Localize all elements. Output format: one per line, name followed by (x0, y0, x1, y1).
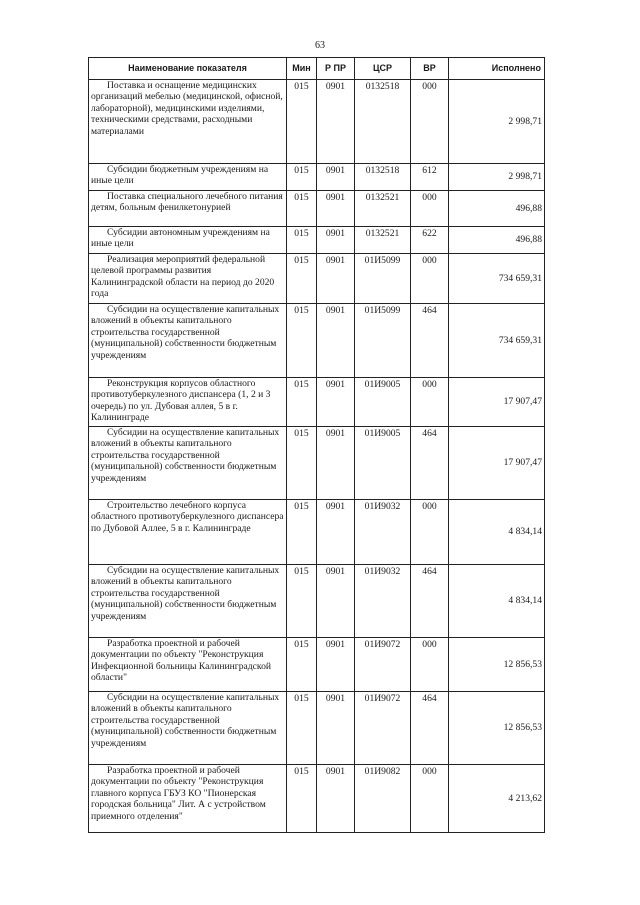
row-name-cell (89, 638, 287, 692)
table-row (89, 191, 545, 227)
row-csr-cell: 01И9032 (355, 565, 411, 638)
row-vr-cell: 000 (411, 80, 449, 164)
row-rpr-cell: 0901 (317, 191, 355, 227)
row-csr-cell: 01И5099 (355, 254, 411, 304)
row-min-cell: 015 (287, 227, 317, 254)
row-csr-cell: 01И9072 (355, 638, 411, 692)
row-min-cell: 015 (287, 191, 317, 227)
row-name-text: Реализация мероприятий федеральной целевой программы развития Калининградской области на период до 2020 года (91, 254, 275, 300)
row-csr-cell: 01И9005 (355, 427, 411, 500)
row-rpr-cell: 0901 (317, 304, 355, 378)
row-vr-cell: 000 (411, 638, 449, 692)
header-rpr: Р ПР (317, 58, 355, 80)
table-row (89, 80, 545, 164)
header-name: Наименование показателя (89, 58, 287, 80)
row-vr-cell: 000 (411, 191, 449, 227)
row-name-text: Разработка проектной и рабочей документации по объекту "Реконструкция главного корпуса ГБУЗ КО "Пионерская городская больница" Лит. А с устройством приемного отделения" (91, 765, 266, 822)
row-rpr-cell: 0901 (317, 378, 355, 427)
row-vr-cell: 464 (411, 565, 449, 638)
page-number: 63 (315, 40, 325, 51)
header-min: Мин (287, 58, 317, 80)
row-name-cell (89, 254, 287, 304)
table-row (89, 254, 545, 304)
row-min-cell: 015 (287, 765, 317, 833)
row-vr-cell: 612 (411, 164, 449, 191)
table-row (89, 765, 545, 833)
table-row (89, 692, 545, 765)
table-row (89, 378, 545, 427)
row-value-cell: 17 907,47 (449, 378, 545, 427)
row-name-cell (89, 500, 287, 565)
row-vr-cell: 464 (411, 692, 449, 765)
row-vr-cell: 000 (411, 254, 449, 304)
row-rpr-cell: 0901 (317, 765, 355, 833)
row-name-text: Субсидии автономным учреждениям на иные цели (91, 227, 270, 250)
row-value-cell: 4 213,62 (449, 765, 545, 833)
row-csr-cell: 0132518 (355, 164, 411, 191)
row-csr-cell: 0132521 (355, 191, 411, 227)
row-min-cell: 015 (287, 692, 317, 765)
table-row (89, 565, 545, 638)
row-csr-cell: 01И9005 (355, 378, 411, 427)
row-name-cell (89, 304, 287, 378)
row-value-cell: 734 659,31 (449, 304, 545, 378)
row-min-cell: 015 (287, 638, 317, 692)
row-name-text: Строительство лечебного корпуса областного противотуберкулезного диспансера по Дубовой Аллее, 5 в г. Калининграде (91, 500, 284, 534)
row-rpr-cell: 0901 (317, 500, 355, 565)
row-name-cell (89, 765, 287, 833)
row-value-cell: 734 659,31 (449, 254, 545, 304)
row-csr-cell: 0132518 (355, 80, 411, 164)
row-value-cell: 4 834,14 (449, 565, 545, 638)
row-vr-cell: 000 (411, 765, 449, 833)
header-value: Исполнено (449, 58, 545, 80)
row-value-cell: 12 856,53 (449, 692, 545, 765)
row-min-cell: 015 (287, 254, 317, 304)
row-name-text: Разработка проектной и рабочей документации по объекту "Реконструкция Инфекционной больницы Калининградской области" (91, 638, 271, 684)
row-csr-cell: 01И9082 (355, 765, 411, 833)
row-name-text: Субсидии на осуществление капитальных вложений в объекты капитального строительства государственной (муниципальной) собственности бюджетным учреждениям (91, 565, 280, 622)
row-rpr-cell: 0901 (317, 638, 355, 692)
row-vr-cell: 464 (411, 427, 449, 500)
row-rpr-cell: 0901 (317, 692, 355, 765)
row-rpr-cell: 0901 (317, 164, 355, 191)
header-csr: ЦСР (355, 58, 411, 80)
row-name-cell (89, 191, 287, 227)
row-name-text: Субсидии на осуществление капитальных вложений в объекты капитального строительства государственной (муниципальной) собственности бюджетным учреждениям (91, 304, 280, 361)
row-value-cell: 496,88 (449, 191, 545, 227)
row-min-cell: 015 (287, 500, 317, 565)
row-name-text: Субсидии бюджетным учреждениям на иные цели (91, 164, 269, 187)
row-name-cell (89, 227, 287, 254)
row-name-text: Реконструкция корпусов областного противотуберкулезного диспансера (1, 2 и 3 очередь) по ул. Дубовая аллея, 5 в г. Калининграде (91, 378, 271, 424)
row-value-cell: 2 998,71 (449, 80, 545, 164)
row-min-cell: 015 (287, 164, 317, 191)
row-min-cell: 015 (287, 80, 317, 164)
row-value-cell: 17 907,47 (449, 427, 545, 500)
table-row (89, 227, 545, 254)
row-min-cell: 015 (287, 378, 317, 427)
row-vr-cell: 622 (411, 227, 449, 254)
table-row (89, 164, 545, 191)
row-value-cell: 2 998,71 (449, 164, 545, 191)
row-name-text: Поставка специального лечебного питания детям, больным фенилкетонурией (91, 191, 283, 214)
row-rpr-cell: 0901 (317, 254, 355, 304)
row-value-cell: 12 856,53 (449, 638, 545, 692)
header-vr: ВР (411, 58, 449, 80)
row-csr-cell: 01И9072 (355, 692, 411, 765)
row-name-text: Субсидии на осуществление капитальных вложений в объекты капитального строительства государственной (муниципальной) собственности бюджетным учреждениям (91, 427, 280, 484)
row-csr-cell: 01И9032 (355, 500, 411, 565)
row-rpr-cell: 0901 (317, 80, 355, 164)
row-name-cell (89, 427, 287, 500)
row-rpr-cell: 0901 (317, 227, 355, 254)
budget-table (88, 57, 545, 833)
row-name-cell (89, 80, 287, 164)
table-row (89, 427, 545, 500)
row-value-cell: 496,88 (449, 227, 545, 254)
row-name-text: Субсидии на осуществление капитальных вложений в объекты капитального строительства государственной (муниципальной) собственности бюджетным учреждениям (91, 692, 280, 749)
row-min-cell: 015 (287, 427, 317, 500)
table-row (89, 304, 545, 378)
row-rpr-cell: 0901 (317, 427, 355, 500)
row-csr-cell: 0132521 (355, 227, 411, 254)
row-csr-cell: 01И5099 (355, 304, 411, 378)
row-name-cell (89, 378, 287, 427)
row-vr-cell: 464 (411, 304, 449, 378)
table-row (89, 638, 545, 692)
row-vr-cell: 000 (411, 500, 449, 565)
row-rpr-cell: 0901 (317, 565, 355, 638)
table-header-row (89, 58, 545, 80)
row-name-cell (89, 164, 287, 191)
row-min-cell: 015 (287, 304, 317, 378)
row-value-cell: 4 834,14 (449, 500, 545, 565)
row-name-text: Поставка и оснащение медицинских организаций мебелью (медицинской, офисной, лабораторной), медицинскими изделиями, техническими средствами, расходными материалами (91, 80, 283, 137)
row-name-cell (89, 565, 287, 638)
table-row (89, 500, 545, 565)
row-vr-cell: 000 (411, 378, 449, 427)
row-name-cell (89, 692, 287, 765)
row-min-cell: 015 (287, 565, 317, 638)
